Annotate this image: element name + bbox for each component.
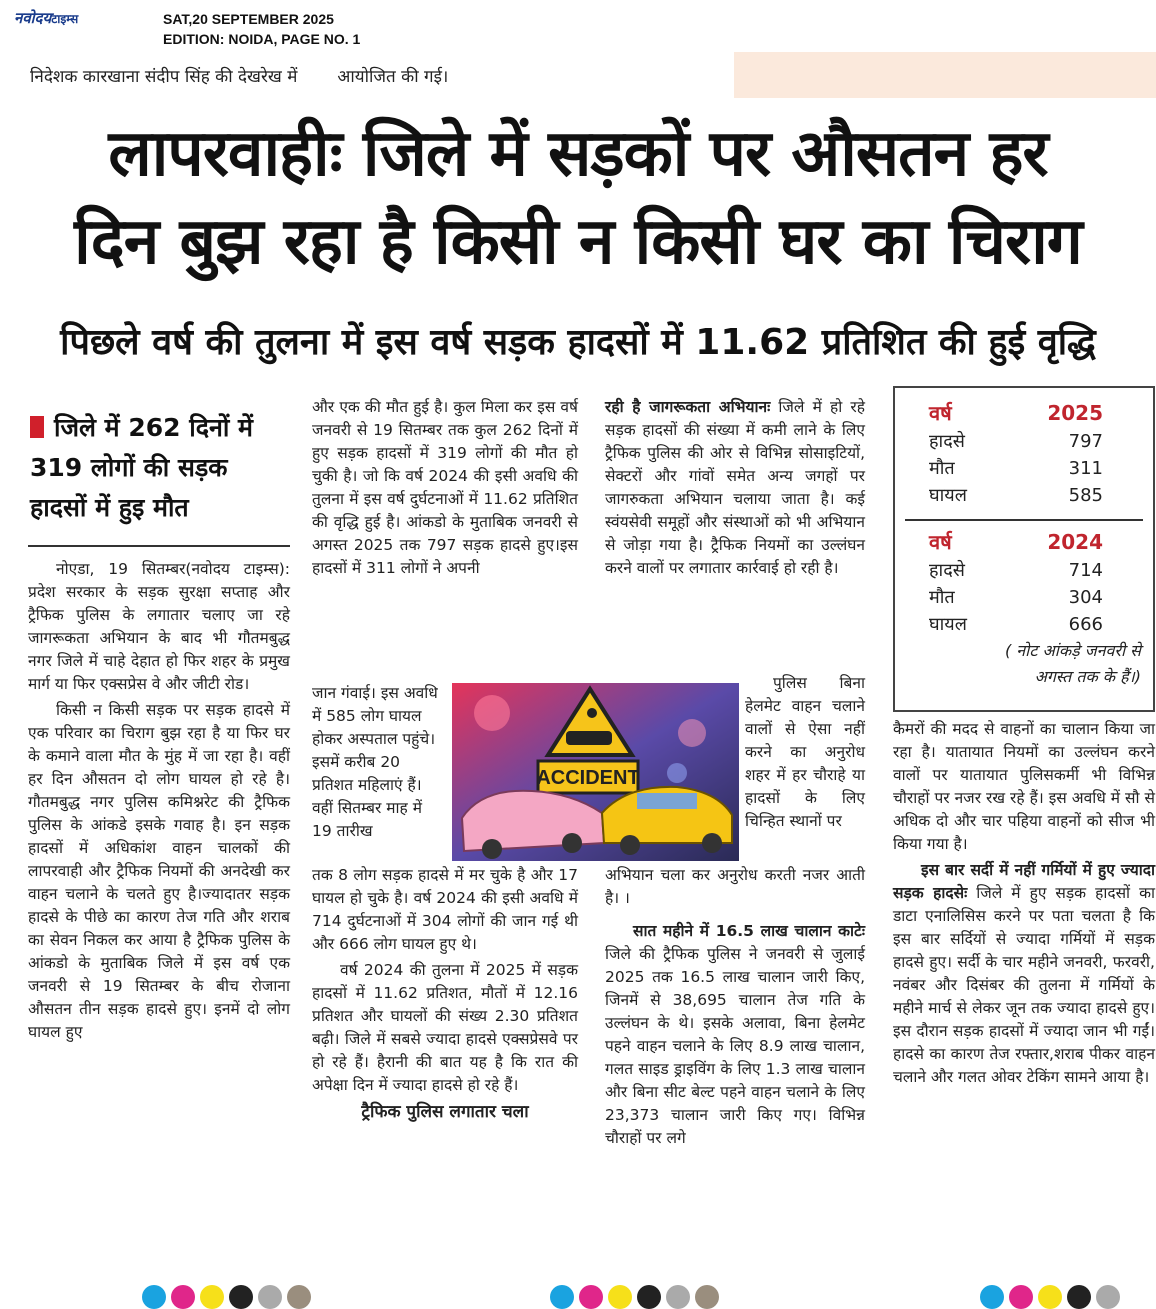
side-title (30, 408, 280, 528)
print-registration-marks (142, 1284, 311, 1309)
logo-sub: टाइम्स (51, 12, 79, 26)
logo-main: नवोदय (14, 9, 52, 27)
grey-dot-icon (1096, 1285, 1120, 1309)
article-column-3-lower (605, 864, 865, 1153)
snippet-right: आयोजित की गई। (337, 67, 449, 87)
article-column-3-wrap (745, 672, 865, 836)
yellow-dot-icon (1038, 1285, 1062, 1309)
red-bullet-icon (30, 416, 44, 438)
year-2024: 2024 (1047, 530, 1103, 554)
paragraph (893, 859, 1155, 1089)
adjacent-article-box (734, 52, 1156, 98)
paragraph: कैमरों की मदद से वाहनों का चालान किया जा रहा है। यातायात नियमों का उल्लंघन करने वालों पर यातायात पुलिसकर्मी भी विभिन्न चौराहों पर नजर रख रहे हैं। इस अवधि में सौ से अधिक दो और चार पहिया वाहनों को सीज भी किया गया है। (893, 720, 1155, 853)
stat-row (905, 482, 1143, 509)
paragraph: और एक की मौत हुई है। कुल मिला कर इस वर्ष जनवरी से 19 सितम्बर तक कुल 262 दिनों में हुए सड़क हादसों में 319 लोगों की मौत हो चुकी है। जो कि वर्ष 2024 की इसी अवधि की तुलना में इस वर्ष दुर्घटनाओं में 11.62 प्रतिशित की वृद्धि हुई है। आंकडो के मुताबिक जनवरी से अगस्त 2025 तक 797 सड़क हादसे हुए।इस हादसों में 311 लोगों ने अपनी (312, 398, 578, 577)
paragraph: किसी न किसी सड़क पर सड़क हादसे में एक परिवार का चिराग बुझ रहा है या फिर घर के कमाने वाला मौत के मुंह में जा रहा है। वहीं हर दिन औसतन दो लोग घायल हो रहे है।गौतमबुद्ध नगर पुलिस कमिश्नरेट की ट्रैफिक पुलिस के आंकडे इसके गवाह है। इन सड़क हादसों में अधिकांश वाहन चालकों की लापरवाही और ट्रैफिक नियमों की अनदेखी कर वाहन चलाने के चलते हुए है।ज्यादातर सड़क हादसे के पीछे का कारण तेज गति और शराब का सेवन निकल कर आया है ट्रैफिक पुलिस के आंकडो के मुताबिक जिले में इस वर्ष एक जनवरी से 19 सितम्बर के बीच रोजाना औसतन तीन सड़क हादसे हुए। इनमें दो लोग घायल हुए (28, 701, 290, 1041)
paragraph: वर्ष 2024 की तुलना में 2025 में सड़क हादसों में 11.62 प्रतिशत, मौतों में 12.16 प्रतिशत और घायलों की संख्य 2.30 प्रतिशत बढ़ी। जिले में सबसे ज्यादा हादसे एक्सप्रेसवे पर हो रहे हैं। हैरानी की बात यह है कि रात की अपेक्षा दिन में ज्यादा हादसे हो रहे हैं। (312, 961, 578, 1094)
yellow-dot-icon (200, 1285, 224, 1309)
accidents-2025: 797 (1068, 431, 1103, 452)
paragraph: तक 8 लोग सड़क हादसे में मर चुके है और 17 घायल हो चुके है। वर्ष 2024 की इसी अवधि में 714 दुर्घटनाओं में 304 लोगों की जान गई थी और 666 लोग घायल हुए थे। (312, 866, 578, 953)
section-subhead: इस बार सर्दी में नहीं गर्मियों में हुए ज्यादा सड़क हादसेः (893, 861, 1155, 902)
paragraph (605, 396, 865, 580)
stat-row (905, 557, 1143, 584)
label-injured: घायल (929, 485, 967, 506)
year-2025: 2025 (1047, 401, 1103, 425)
article-column-2-wrap (312, 682, 444, 846)
stat-header-2024 (905, 527, 1143, 557)
deaths-2024: 304 (1068, 587, 1103, 608)
cyan-dot-icon (980, 1285, 1004, 1309)
label-year: वर्ष (929, 401, 952, 425)
yellow-dot-icon (608, 1285, 632, 1309)
side-title-line-1: जिले में 262 दिनों में (54, 413, 253, 442)
article-column-4 (893, 718, 1155, 1092)
magenta-dot-icon (171, 1285, 195, 1309)
cyan-dot-icon (142, 1285, 166, 1309)
stat-row (905, 455, 1143, 482)
edition-info: EDITION: NOIDA, PAGE NO. 1 (163, 31, 361, 47)
label-year: वर्ष (929, 530, 952, 554)
paragraph: पुलिस बिना हेलमेट वाहन चलाने वालों से ऐसा नहीं करने का अनुरोध शहर में हर चौराहे या हादसों के लिए चिन्हित स्थानों पर (745, 674, 865, 830)
note-line-2: अगस्त तक के हैं।) (1034, 667, 1141, 686)
paragraph (605, 920, 865, 1150)
paragraph-text: जिले में हो रहे सड़क हादसों की संख्या में कमी लाने के लिए ट्रैफिक पुलिस की ओर से विभिन्न सोसाइटियों, सेक्टरों और गांवों समेत अन्य जगहों पर जागरुकता अभियान चलाया जाता है। कई स्वंयसेवी समूहों और संस्थाओं को भी अभियान से जोड़ा गया है। ट्रैफिक नियमों का उल्लंघन करने वालों पर लगातार कार्रवाई हो रही है। (605, 398, 865, 577)
dateline (163, 9, 360, 49)
accidents-2024: 714 (1068, 560, 1103, 581)
accident-image (452, 683, 739, 861)
injured-2024: 666 (1068, 614, 1103, 635)
divider (905, 519, 1143, 521)
injured-2025: 585 (1068, 485, 1103, 506)
paragraph-text: जिले की ट्रैफिक पुलिस ने जनवरी से जुलाई 2025 तक 16.5 लाख चालान जारी किए, जिनमें से 38,695 चालान तेज गति के उल्लंघन के थे। इसके अलावा, बिना हेलमेट पहने वाहन चलाने के लिए 8.9 लाख चालान, गलत साइड ड्राइविंग के लिए 1.3 लाख चालान और बिना सीट बेल्ट पहने वाहन चलाने के लिए 23,373 चालान जारी किए गए। विभिन्न चौराहों पर लगे (605, 945, 865, 1147)
stat-row (905, 584, 1143, 611)
headline (0, 110, 1156, 286)
cyan-dot-icon (550, 1285, 574, 1309)
black-dot-icon (637, 1285, 661, 1309)
note-line-1: ( नोट आंकड़े जनवरी से (1004, 641, 1141, 660)
headline-line-2: दिन बुझ रहा है किसी न किसी घर का चिराग (74, 205, 1082, 279)
section-subhead: ट्रैफिक पुलिस लगातार चला (361, 1102, 529, 1122)
grey-dot-icon (666, 1285, 690, 1309)
magenta-dot-icon (1009, 1285, 1033, 1309)
accident-illustration (452, 683, 739, 861)
issue-date: SAT,20 SEPTEMBER 2025 (163, 11, 334, 27)
paragraph: अभियान चला कर अनुरोध करती नजर आती है। । (605, 866, 865, 907)
label-accidents: हादसे (929, 560, 965, 581)
label-injured: घायल (929, 614, 967, 635)
side-title-line-2: 319 लोगों की सड़क (30, 453, 228, 482)
article-column-1 (28, 558, 290, 1047)
section-lead: रही है जागरूकता अभियानः (605, 398, 771, 416)
stat-note (905, 638, 1143, 690)
black-dot-icon (229, 1285, 253, 1309)
grey-dot-icon (258, 1285, 282, 1309)
paragraph: नोएडा, 19 सितम्बर(नवोदय टाइम्स): प्रदेश सरकार के सड़क सुरक्षा सप्ताह और ट्रैफिक पुलिस के लगातार चलाए जा रहे जागरूकता अभियान के बाद भी गौतमबुद्ध नगर जिले में चाहे देहात हो फिर शहर के प्रमुख मार्ग या फिर एक्सप्रेस वे और जीटी रोड। (28, 560, 290, 693)
stat-header-2025 (905, 398, 1143, 428)
print-registration-marks (550, 1284, 719, 1309)
stat-row (905, 611, 1143, 638)
snippet-left: निदेशक कारखाना संदीप सिंह की देखरेख में (30, 67, 298, 87)
label-deaths: मौत (929, 458, 955, 479)
paragraph-text: जिले में हुए सड़क हादसों का डाटा एनालिसिस करने पर पता चलता है कि इस बार सर्दियों से ज्यादा गर्मियों में सड़क हादसे हुए। सर्दी के चार महीने जनवरी, फरवरी, नवंबर और दिसंबर की तुलना में गर्मियों के महीने मार्च से लेकर जून तक ज्यादा हादसे हुए।इस दौरान सड़क हादसों में ज्यादा जान भी गईं। हादसे का कारण तेज रफ्तार,शराब पीकर वाहन चलाने और गलत ओवर टेकिंग सामने आया है। (893, 884, 1155, 1086)
statistics-box (893, 386, 1155, 712)
previous-article-snippet (30, 64, 488, 87)
subheadline: पिछले वर्ष की तुलना में इस वर्ष सड़क हादसों में 11.62 प्रतिशित की हुई वृद्धि (60, 322, 1096, 363)
section-subhead: सात महीने में 16.5 लाख चालान काटेः (633, 922, 865, 940)
brown-dot-icon (695, 1285, 719, 1309)
article-column-3 (605, 396, 865, 583)
paragraph: जान गंवाई। इस अवधि में 585 लोग घायल होकर अस्पताल पहुंचे। इसमें करीब 20 प्रतिशत महिलाएं हैं। वहीं सितम्बर माह में 19 तारीख (312, 684, 438, 840)
side-title-line-3: हादसों में हुइ मौत (30, 493, 189, 522)
brown-dot-icon (287, 1285, 311, 1309)
article-column-2-lower (312, 864, 578, 1127)
label-deaths: मौत (929, 587, 955, 608)
print-registration-marks (980, 1284, 1120, 1309)
accident-sign-text: ACCIDENT (536, 767, 640, 789)
black-dot-icon (1067, 1285, 1091, 1309)
newspaper-logo (14, 8, 78, 28)
deaths-2025: 311 (1068, 458, 1103, 479)
headline-line-1: लापरवाहीः जिले में सड़कों पर औसतन हर (108, 117, 1048, 191)
magenta-dot-icon (579, 1285, 603, 1309)
stat-row (905, 428, 1143, 455)
divider (28, 545, 290, 547)
article-column-2 (312, 396, 578, 583)
masthead (0, 0, 1156, 52)
label-accidents: हादसे (929, 431, 965, 452)
